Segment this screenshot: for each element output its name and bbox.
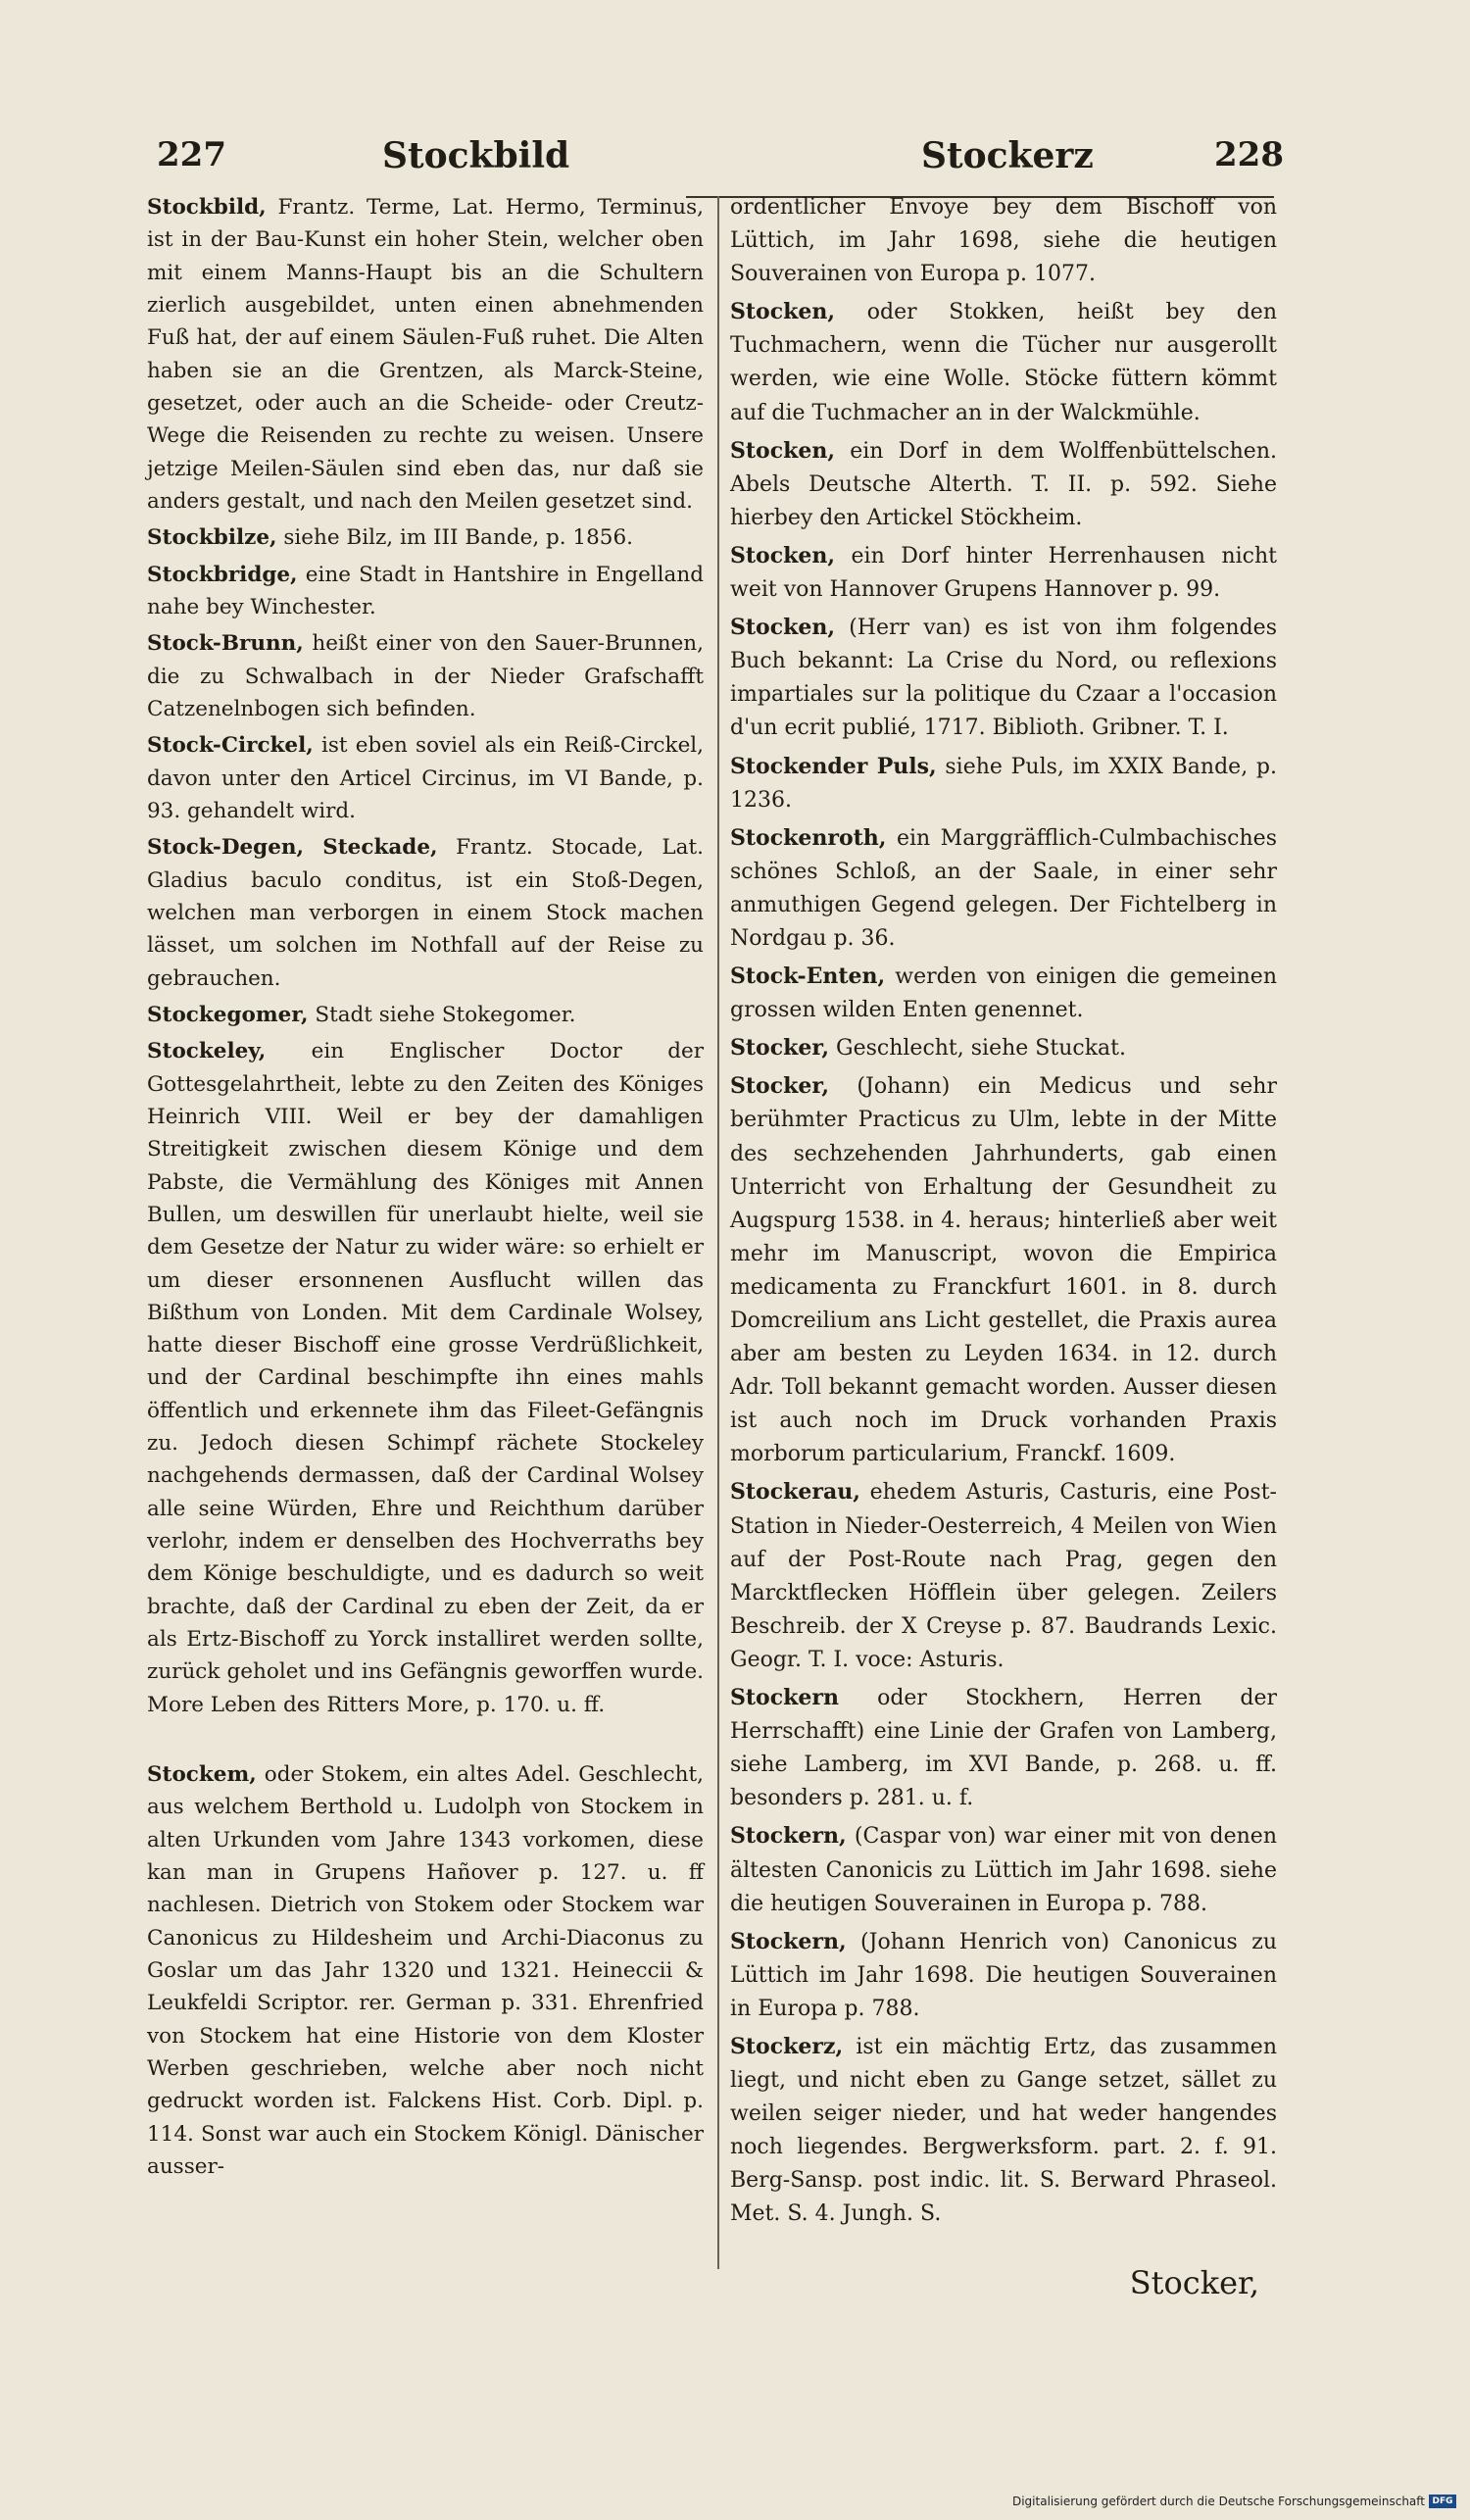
entry-text: oder Stokem, ein altes Adel. Geschlecht, aus welchem Berthold u. Ludolph von Stockem in alten Urkunden vom Jahre 1343 vorkomen, diese kan man in Grupens Hañover p. 127. u. ff nachlesen. Dietrich von Stokem oder Stockem war Canonicus zu Hildesheim und Archi-Diaconus zu Goslar um das Jahr 1320 und 1321. Heineccii & Leukfeldi Scriptor. rer. German p. 331. Ehrenfried von Stockem hat eine Historie von dem Kloster Werben geschrieben, welche aber noch nicht gedruckt worden ist. Falckens Hist. Corb. Dipl. p. 114. Sonst war auch ein Stockem Königl. Dänischer ausser- xyxy=(147,1762,704,2180)
entry-lemma: Stocken, xyxy=(730,615,836,641)
dictionary-entry xyxy=(147,1035,704,1721)
entry-text: ordentlicher Envoye bey dem Bischoff von Lüttich, im Jahr 1698, siehe die heutigen Souverainen von Europa p. 1077. xyxy=(730,195,1277,287)
entry-text: ist eben soviel als ein Reiß-Circkel, davon unter den Articel Circinus, im VI Bande, p. 93. gehandelt wird. xyxy=(147,733,705,823)
dictionary-entry xyxy=(730,611,1277,745)
entry-text: oder Stokken, heißt bey den Tuchmachern, wenn die Tücher nur ausgerollt werden, wie eine Wolle. Stöcke füttern kömmt auf die Tuchmacher an in der Walckmühle. xyxy=(730,300,1277,425)
entry-lemma: Stock-Circkel, xyxy=(147,733,314,759)
entry-lemma: Stockegomer, xyxy=(147,1002,309,1027)
entry-text: Frantz. Terme, Lat. Hermo, Terminus, ist in der Bau-Kunst ein hoher Stein, welcher oben mit einem Manns-Haupt bis an die Schultern zierlich ausgebildet, unten einen abnehmenden Fuß hat, der auf einem Säulen-Fuß ruhet. Die Alten haben sie an die Grentzen, als Marck-Steine, gesetzet, oder auch an die Scheide- oder Creutz-Wege die Reisenden zu rechte zu weisen. Unsere jetzige Meilen-Säulen sind eben das, nur daß sie anders gestalt, und nach den Meilen gesetzet sind. xyxy=(147,195,704,514)
entry-lemma: Stocker, xyxy=(730,1035,830,1062)
dictionary-entry xyxy=(730,1925,1277,2026)
dictionary-entry xyxy=(147,831,704,995)
footer-text: Digitalisierung gefördert durch die Deutsche Forschungsgemeinschaft xyxy=(1011,2495,1425,2508)
entry-lemma: Stocken, xyxy=(730,542,836,568)
entry-lemma: Stockern, xyxy=(730,1928,847,1954)
entry-text: Frantz. Stocade, Lat. Gladius baculo conditus, ist ein Stoß-Degen, welchen man verborgen in einem Stock machen lässet, um solchen im Nothfall auf der Reise zu gebrauchen. xyxy=(147,835,704,991)
dictionary-entry xyxy=(730,1681,1277,1815)
entry-text: eine Stadt in Hantshire in Engelland nahe bey Winchester. xyxy=(147,562,704,619)
entry-lemma: Stocker, xyxy=(730,1073,830,1100)
dictionary-entry xyxy=(730,295,1277,429)
entry-lemma: Stockern, xyxy=(730,1823,847,1850)
page-header xyxy=(157,135,1284,194)
entry-text: werden von einigen die gemeinen grossen wilden Enten genennet. xyxy=(730,964,1277,1023)
entry-text: oder Stockhern, Herren der Herrschafft) eine Linie der Grafen von Lamberg, siehe Lamberg, im XVI Bande, p. 268. u. ff. besonders p. 281. u. f. xyxy=(730,1686,1277,1811)
dictionary-entry xyxy=(147,1758,704,2183)
entry-lemma: Stocken, xyxy=(730,299,836,325)
entry-text: heißt einer von den Sauer-Brunnen, die zu Schwalbach in der Nieder Grafschafft Catzenelnbogen sich befinden. xyxy=(147,631,704,721)
dictionary-entry xyxy=(147,999,704,1031)
right-column xyxy=(730,191,1277,2236)
dictionary-entry xyxy=(730,1819,1277,1920)
dictionary-entry xyxy=(730,960,1277,1027)
entry-lemma: Stockbridge, xyxy=(147,562,298,587)
entry-lemma: Stock-Enten, xyxy=(730,964,886,990)
dictionary-entry xyxy=(147,521,704,554)
dictionary-entry xyxy=(730,434,1277,535)
entry-lemma: Stockenroth, xyxy=(730,824,887,851)
entry-text: Stadt siehe Stokegomer. xyxy=(315,1002,576,1027)
entry-lemma: Stocken, xyxy=(730,437,836,464)
entry-text: ist ein mächtig Ertz, das zusammen liegt, und nicht eben zu Gange setzet, sället zu weilen seiger nieder, und hat weder hangendes noch liegendes. Bergwerksform. part. 2. f. 91. Berg-Sansp. post indic. lit. S. Berward Phraseol. Met. S. 4. Jungh. S. xyxy=(730,2034,1277,2227)
entry-text: ein Dorf hinter Herrenhausen nicht weit von Hannover Grupens Hannover p. 99. xyxy=(730,543,1277,603)
entry-text: (Caspar von) war einer mit von denen ältesten Canonicis zu Lüttich im Jahr 1698. siehe die heutigen Souverainen in Europa p. 788. xyxy=(730,1824,1277,1916)
dictionary-entry xyxy=(730,750,1277,817)
entry-lemma: Stockbild, xyxy=(147,195,267,220)
entry-text: (Johann) ein Medicus und sehr berühmter Practicus zu Ulm, lebte in der Mitte des sechzehenden Jahrhunderts, gab einen Unterricht von Erhaltung der Gesundheit zu Augspurg 1538. in 4. heraus; hinterließ aber weit mehr im Manuscript, wovon die Empirica medicamenta zu Franckfurt 1601. in 8. durch Domcreilium ans Licht gestellet, die Praxis aurea aber am besten zu Leyden 1634. in 12. durch Adr. Toll bekannt gemacht worden. Ausser diesen ist auch noch im Druck vorhanden Praxis morborum particularium, Franckf. 1609. xyxy=(730,1074,1277,1467)
entry-lemma: Stockern xyxy=(730,1685,839,1711)
entry-lemma: Stockerz, xyxy=(730,2033,844,2059)
headword-right: Stockerz xyxy=(921,135,1094,176)
entry-lemma: Stock-Brunn, xyxy=(147,631,304,657)
entry-lemma: Stockeley, xyxy=(147,1039,267,1064)
entry-text: ehedem Asturis, Casturis, eine Post-Station in Nieder-Oesterreich, 4 Meilen von Wien auf der Post-Route nach Prag, gegen den Marcktflecken Höfflein über gelegen. Zeilers Beschreib. der X Creyse p. 87. Baudrands Lexic. Geogr. T. I. voce: Asturis. xyxy=(730,1480,1277,1672)
dictionary-entry xyxy=(730,539,1277,607)
column-divider xyxy=(717,196,719,2269)
entry-text: siehe Puls, im XXIX Bande, p. 1236. xyxy=(730,754,1277,813)
entry-text: ein Englischer Doctor der Gottesgelahrtheit, lebte zu den Zeiten des Königes Heinrich VIII. Weil er bey der damahligen Streitigkeit zwischen diesem Könige und dem Pabste, die Vermählung des Königes mit Annen Bullen, um deswillen für unerlaubt hielte, weil sie dem Gesetze der Natur zu wider wäre: so erhielt er um dieser ersonnenen Ausflucht willen das Bißthum von Londen. Mit dem Cardinale Wolsey, hatte dieser Bischoff eine grosse Verdrüßlichkeit, und der Cardinal beschimpfte ihn eines mahls öffentlich und erkennete ihm das Fileet-Gefängnis zu. Jedoch diesen Schimpf rächete Stockeley nachgehends dermassen, daß der Cardinal Wolsey alle seine Würden, Ehre und Reichthum darüber verlohr, indem er denselben des Hochverraths bey dem Könige beschuldigte, und es dadurch so weit brachte, daß der Cardinal zu eben der Zeit, da er als Ertz-Bischoff zu Yorck installiret werden sollte, zurück geholet und ins Gefängnis geworffen wurde. More Leben des Ritters More, p. 170. u. ff. xyxy=(147,1039,704,1717)
dfg-logo-icon: DFG xyxy=(1429,2495,1456,2508)
entry-text: Geschlecht, siehe Stuckat. xyxy=(836,1036,1126,1062)
dictionary-entry xyxy=(730,1069,1277,1471)
dictionary-entry xyxy=(147,627,704,725)
footer xyxy=(1012,2495,1456,2508)
entry-lemma: Stockender Puls, xyxy=(730,753,937,779)
dictionary-entry xyxy=(147,729,704,827)
dictionary-entry xyxy=(730,1475,1277,1677)
dictionary-entry xyxy=(730,2030,1277,2232)
dictionary-entry xyxy=(147,191,704,518)
entry-text: (Johann Henrich von) Canonicus zu Lüttich im Jahr 1698. Die heutigen Souverainen in Europa p. 788. xyxy=(730,1929,1277,2021)
entry-gap xyxy=(147,1725,704,1758)
dictionary-entry xyxy=(730,191,1277,291)
entry-text: siehe Bilz, im III Bande, p. 1856. xyxy=(283,525,633,551)
entry-text: ein Dorf in dem Wolffenbüttelschen. Abels Deutsche Alterth. T. II. p. 592. Siehe hierbey den Artickel Stöckheim. xyxy=(730,438,1277,530)
dictionary-entry xyxy=(147,559,704,624)
page-number-left: 227 xyxy=(157,135,226,174)
entry-lemma: Stockerau, xyxy=(730,1479,860,1506)
dictionary-entry xyxy=(730,821,1277,956)
entry-lemma: Stock-Degen, Steckade, xyxy=(147,835,438,861)
entry-text: ein Marggräfflich-Culmbachisches schönes Schloß, an der Saale, in einer sehr anmuthigen Gegend gelegen. Der Fichtelberg in Nordgau p. 36. xyxy=(730,825,1277,951)
entry-text: (Herr van) es ist von ihm folgendes Buch bekannt: La Crise du Nord, ou reflexions impartiales sur la politique du Czaar a l'occasion d'un ecrit publié, 1717. Biblioth. Gribner. T. I. xyxy=(730,616,1277,741)
page-number-right: 228 xyxy=(1214,135,1284,174)
left-column xyxy=(147,191,704,2187)
dictionary-entry xyxy=(730,1031,1277,1065)
headword-left: Stockbild xyxy=(382,135,570,176)
catchword: Stocker, xyxy=(1129,2264,1259,2301)
entry-lemma: Stockbilze, xyxy=(147,525,277,551)
entry-lemma: Stockem, xyxy=(147,1762,257,1788)
